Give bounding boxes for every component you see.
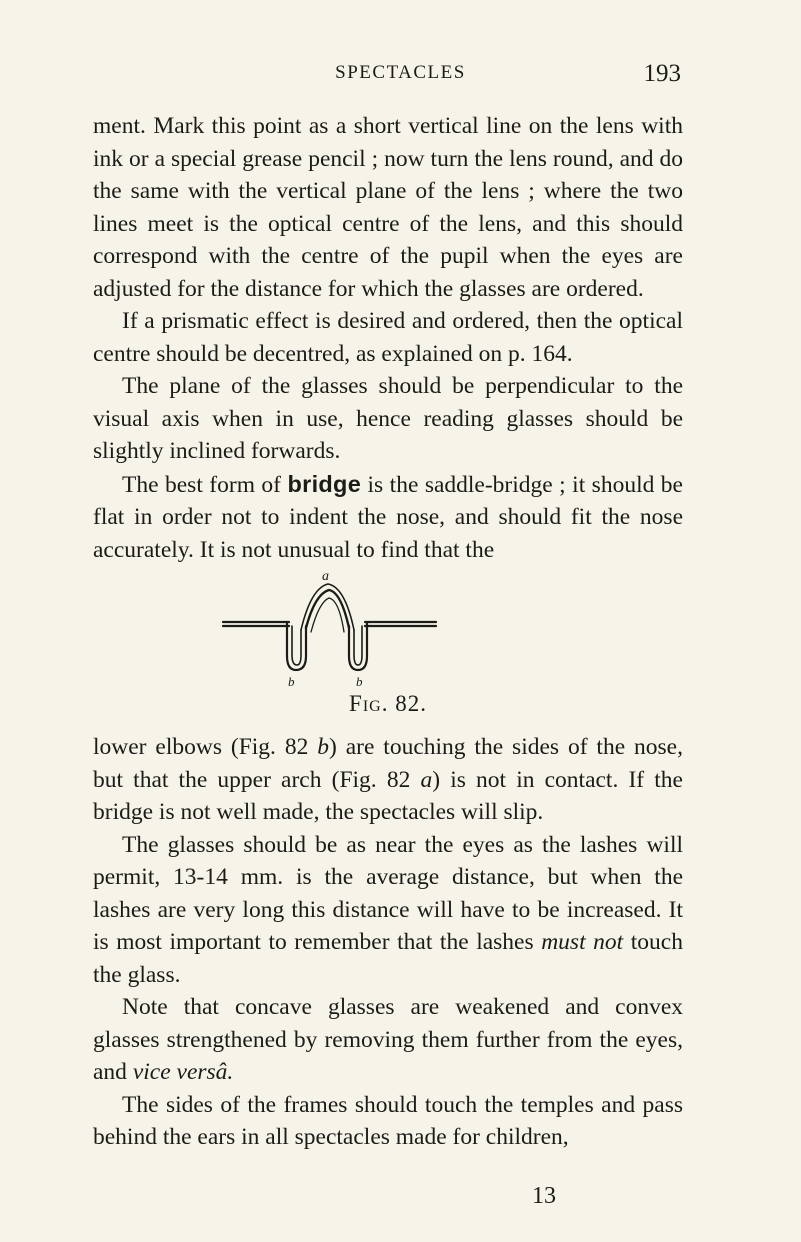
italic-must-not: must not — [541, 929, 624, 955]
paragraph-6 — [93, 829, 683, 992]
paragraph-1: ment. Mark this point as a short vertical line on the lens with ink or a special grease pencil ; now turn the lens round, and do the same with the vertical plane of the lens ; where the two lines meet is the optical centre of the lens, and this should correspond with the centre of the pupil when the eyes are adjusted for the distance for which the glasses are ordered. — [93, 113, 683, 302]
italic-vice-versa: vice versâ. — [132, 1059, 234, 1085]
running-head — [0, 60, 801, 90]
paragraph-3: The plane of the glasses should be perpendicular to the visual axis when in use, hence reading glasses should be slightly inclined forwards. — [93, 373, 683, 464]
paragraph-6-part-2: touch the glass. — [93, 929, 683, 988]
figure-caption — [93, 688, 683, 721]
paragraph-4-start: The best form of — [122, 471, 288, 498]
paragraph-2: If a prismatic effect is desired and ordered, then the optical centre should be decentred, as explained on p. 164. — [93, 308, 683, 367]
paragraph-5-part-3: ) is not in contact. If the bridge is not well made, the spectacles will slip. — [93, 766, 683, 825]
figure-82 — [93, 569, 683, 725]
body-text — [93, 110, 683, 1154]
paragraph-6-part-1: The glasses should be as near the eyes as the lashes will permit, 13-14 mm. is the average distance, but when the lashes are very long this distance will have to be increased. It is most important to remember that the lashes — [93, 831, 683, 955]
label-a: a — [322, 569, 329, 584]
paragraph-5 — [93, 731, 683, 829]
paragraph-7-part-1: Note that concave glasses are weakened and convex glasses strengthened by removing them further from the eyes, and — [93, 994, 683, 1085]
running-title: SPECTACLES — [335, 62, 466, 83]
figure-caption-number: 82. — [395, 691, 427, 716]
paragraph-7 — [93, 991, 683, 1089]
paragraph-8: The sides of the frames should touch the temples and pass behind the ears in all spectacles made for children, — [93, 1091, 683, 1150]
page-number: 193 — [643, 60, 681, 87]
figure-caption-prefix: Fig. — [349, 691, 389, 716]
paragraph-5-part-1: lower elbows (Fig. 82 — [93, 734, 318, 760]
label-b-left: b — [288, 674, 295, 689]
saddle-bridge-diagram — [93, 569, 683, 690]
italic-b: b — [317, 734, 329, 760]
paragraph-5-part-2: ) are touching the sides of the nose, but that the upper arch (Fig. 82 — [93, 734, 683, 793]
paragraph-4 — [93, 468, 683, 567]
signature-mark: 13 — [532, 1183, 556, 1209]
paragraph-4-end: is the saddle-bridge ; it should be flat in order not to indent the nose, and should fit the nose accurately. It is not unusual to find that the — [93, 471, 683, 563]
bridge-keyword: bridge — [287, 470, 362, 497]
italic-a: a — [420, 766, 433, 793]
label-b-right: b — [356, 674, 363, 689]
